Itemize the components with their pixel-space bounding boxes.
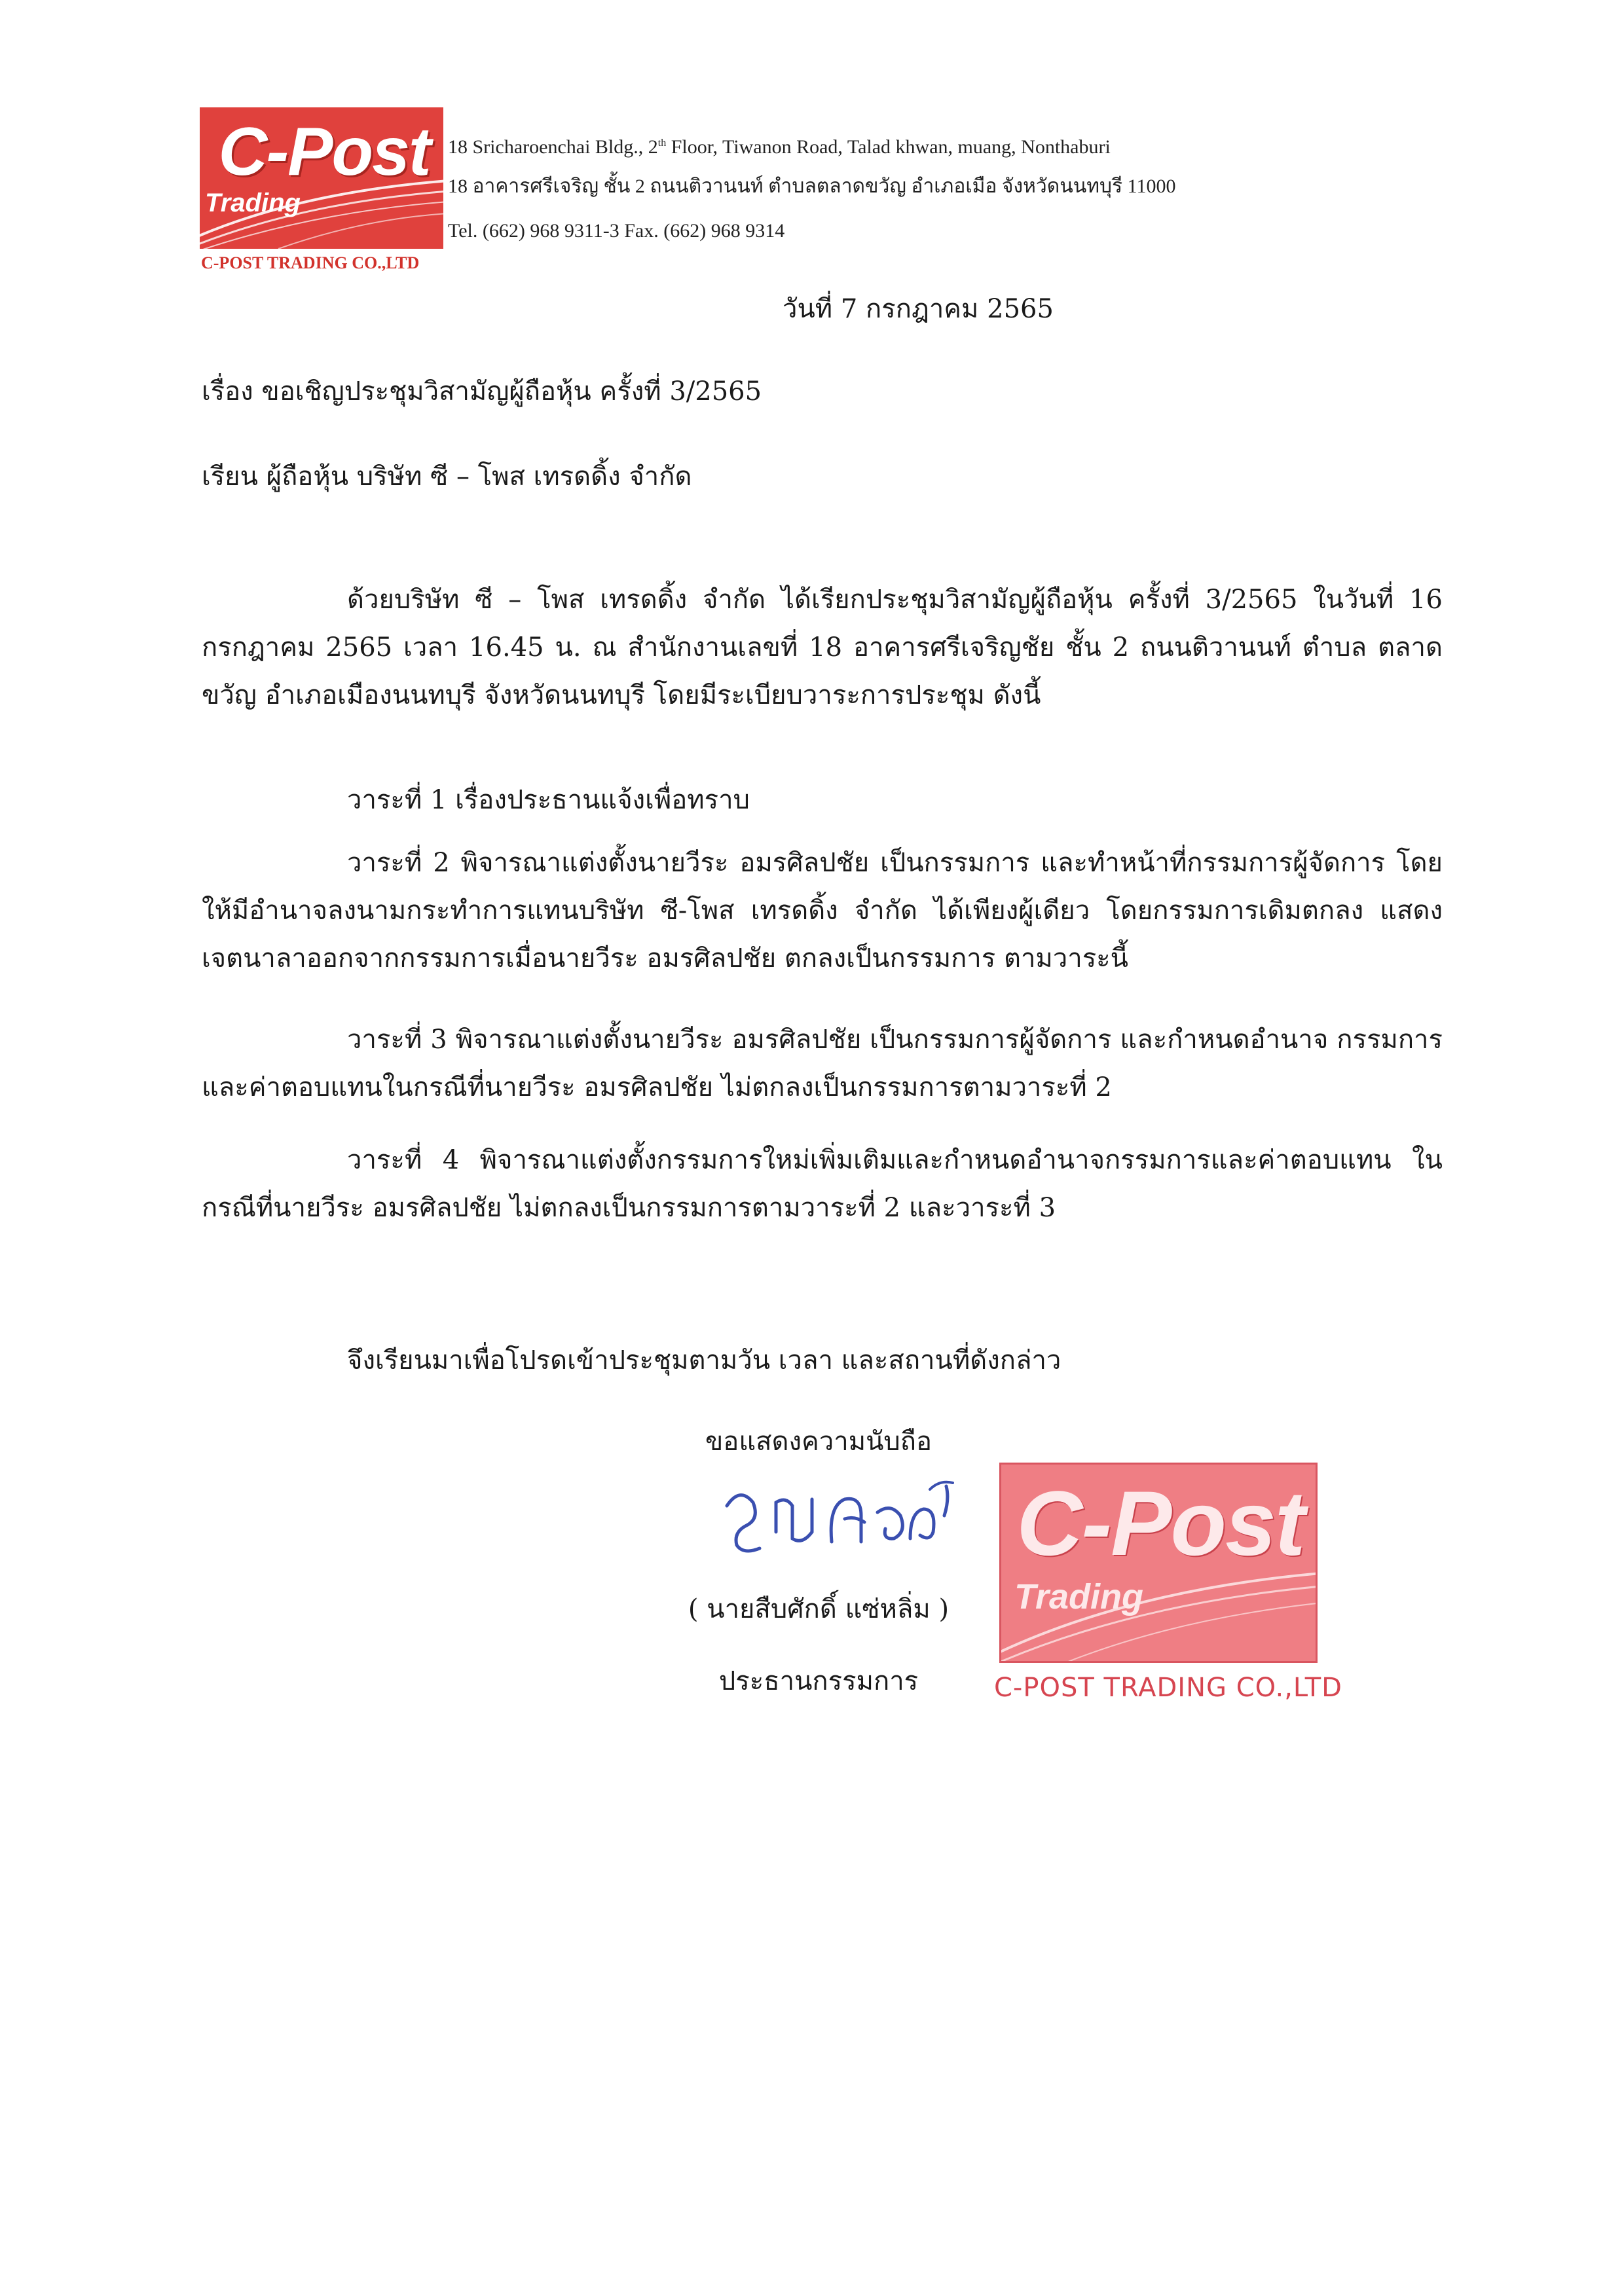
signer-name: ( นายสืบศักดิ์ แซ่หลิ่ม ) — [688, 1594, 950, 1624]
stamp-company-name: C-POST TRADING CO.,LTD — [994, 1673, 1342, 1703]
letter-closing: จึงเรียนมาเพื่อโปรดเข้าประชุมตามวัน เวลา และสถานที่ดังกล่าว — [347, 1345, 1061, 1376]
address-english-part2: Floor, Tiwanon Road, Talad khwan, muang, Nonthaburi — [666, 136, 1111, 158]
logo-wordmark: C-Post — [218, 114, 430, 190]
letter-salutation: เรียน ผู้ถือหุ้น บริษัท ซี – โพส เทรดดิ้ง จำกัด — [202, 462, 692, 492]
stamp-subtitle: Trading — [1014, 1577, 1144, 1616]
logo-subtitle: Trading — [205, 189, 301, 217]
company-logo — [200, 107, 443, 249]
stamp-wordmark: C-Post — [1016, 1472, 1304, 1575]
address-english-sup: th — [657, 137, 667, 149]
address-english-part1: 18 Sricharoenchai Bldg., 2 — [448, 136, 658, 158]
letter-regards: ขอแสดงความนับถือ — [705, 1427, 932, 1457]
stamp-logo — [999, 1463, 1318, 1663]
agenda-item-1: วาระที่ 1 เรื่องประธานแจ้งเพื่อทราบ — [347, 785, 750, 815]
agenda-item-3: วาระที่ 3 พิจารณาแต่งตั้งนายวีระ อมรศิลปชัย เป็นกรรมการผู้จัดการ และกำหนดอำนาจ กรรมการและค่าตอบแทนในกรณีที่นายวีระ อมรศิลปชัย ไม่ตกลงเป็นกรรมการตามวาระที่ 2 — [202, 1025, 1443, 1102]
letter-intro: ด้วยบริษัท ซี – โพส เทรดดิ้ง จำกัด ได้เรียกประชุมวิสามัญผู้ถือหุ้น ครั้งที่ 3/2565 ในวันที่ 16 กรกฎาคม 2565 เวลา 16.45 น. ณ สำนักงานเลขที่ 18 อาคารศรีเจริญชัย ชั้น 2 ถนนติวานนท์ ตำบล ตลาดขวัญ อำเภอเมืองนนทบุรี จังหวัดนนทบุรี โดยมีระเบียบวาระการประชุม ดังนี้ — [202, 585, 1443, 710]
logo-company-name: C-POST TRADING CO.,LTD — [201, 253, 420, 272]
phone-fax: Tel. (662) 968 9311-3 Fax. (662) 968 9314 — [448, 220, 785, 242]
address-thai: 18 อาคารศรีเจริญ ชั้น 2 ถนนติวานนท์ ตำบลตลาดขวัญ อำเภอเมือ จังหวัดนนทบุรี 11000 — [448, 175, 1176, 197]
agenda-item-4: วาระที่ 4 พิจารณาแต่งตั้งกรรมการใหม่เพิ่มเติมและกำหนดอำนาจกรรมการและค่าตอบแทน ในกรณีที่นายวีระ อมรศิลปชัย ไม่ตกลงเป็นกรรมการตามวาระที่ 2 และวาระที่ 3 — [202, 1145, 1443, 1223]
agenda-item-2: วาระที่ 2 พิจารณาแต่งตั้งนายวีระ อมรศิลปชัย เป็นกรรมการ และทำหน้าที่กรรมการผู้จัดการ โดยให้มีอำนาจลงนามกระทำการแทนบริษัท ซี-โพส เทรดดิ้ง จำกัด ได้เพียงผู้เดียว โดยกรรมการเดิมตกลง แสดงเจตนาลาออกจากกรรมการเมื่อนายวีระ อมรศิลปชัย ตกลงเป็นกรรมการ ตามวาระนี้ — [202, 848, 1443, 974]
letter-date: วันที่ 7 กรกฎาคม 2565 — [783, 294, 1054, 324]
address-english — [448, 128, 1286, 162]
signature-icon — [714, 1467, 969, 1565]
signer-title: ประธานกรรมการ — [718, 1666, 919, 1696]
letter-subject: เรื่อง ขอเชิญประชุมวิสามัญผู้ถือหุ้น ครั้งที่ 3/2565 — [202, 376, 762, 407]
company-stamp — [994, 1459, 1342, 1714]
